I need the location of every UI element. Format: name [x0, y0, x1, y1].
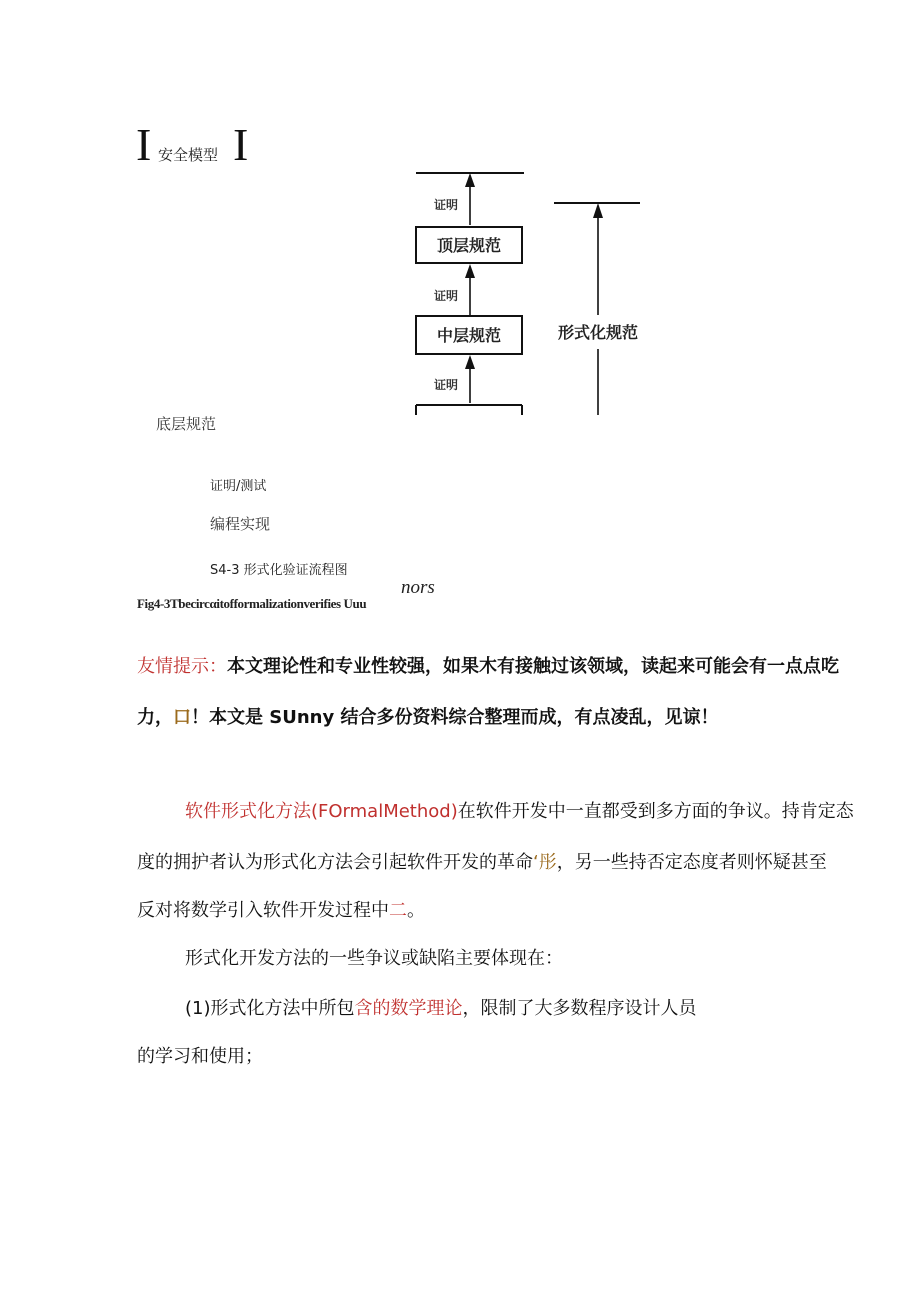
bottom-spec-label: 底层规范: [156, 415, 217, 433]
formal-spec-label: 形式化规范: [557, 323, 639, 342]
paragraph1-text-3a: 反对将数学引入软件开发过程中: [137, 900, 389, 921]
arrowhead: [465, 264, 475, 278]
header-right-bar: I: [233, 119, 249, 170]
header-title: 安全模型: [158, 146, 219, 164]
edge-label-proof: 证明: [434, 289, 459, 303]
notice-prefix: 友情提示：: [137, 656, 227, 677]
header-left-bar: I: [136, 119, 152, 170]
item1-text-b: ，限制了大多数程序设计人员: [462, 998, 697, 1019]
paragraph1-text-2a: 度的拥护者认为形式化方法会引起软件开发的革命: [137, 852, 533, 873]
paragraph1-ref: ‘彤: [533, 852, 557, 873]
notice-line-2: [137, 703, 718, 729]
arrowhead: [465, 173, 475, 187]
item1-line1: [185, 994, 697, 1020]
item1-text-a: (1)形式化方法中所包: [185, 998, 355, 1019]
paragraph1-line1: [185, 797, 854, 823]
paragraph1-text-2b: ，另一些持否定态度者则怀疑甚至: [556, 852, 827, 873]
formal-method-term: 软件形式化方法(FOrmalMethod): [185, 801, 458, 822]
figure-caption-en: Fig4-3Tbecircαitofformalizationverifies Uuu: [137, 596, 367, 611]
edge-label-proof: 证明: [434, 378, 459, 392]
arrowhead: [465, 355, 475, 369]
figure-overlay-text: nors: [401, 577, 435, 598]
notice-box-char: 口: [173, 707, 191, 728]
paragraph1-ref-2: 二: [389, 900, 407, 921]
middle-spec-label: 中层规范: [436, 326, 502, 345]
paragraph1-line2: [137, 848, 827, 874]
notice-text-2b: ！本文是 SUnny 结合多份资料综合整理而成，有点凌乱，见谅！: [191, 707, 719, 728]
paragraph2: 形式化开发方法的一些争议或缺陷主要体现在：: [185, 948, 563, 969]
notice-text-1: 本文理论性和专业性较强，如果木有接触过该领域，读起来可能会有一点点吃: [227, 656, 839, 677]
paragraph1-line3: [137, 896, 425, 922]
programming-label: 编程实现: [210, 515, 271, 533]
top-spec-label: 顶层规范: [436, 236, 502, 255]
notice-text-2a: 力，: [137, 707, 173, 728]
notice-line-1: [137, 652, 839, 678]
paragraph1-text-1: 在软件开发中一直都受到多方面的争议。持肯定态: [457, 801, 854, 822]
paragraph1-text-3b: 。: [407, 900, 425, 921]
figure-caption-zh: S4-3 形式化验证流程图: [210, 563, 348, 578]
formal-verification-diagram: [410, 165, 650, 415]
item1-red: 含的数学理论: [354, 998, 463, 1019]
proof-test-label: 证明/测试: [210, 479, 267, 494]
edge-label-proof: 证明: [434, 198, 459, 212]
item1-line2: 的学习和使用；: [137, 1046, 263, 1067]
